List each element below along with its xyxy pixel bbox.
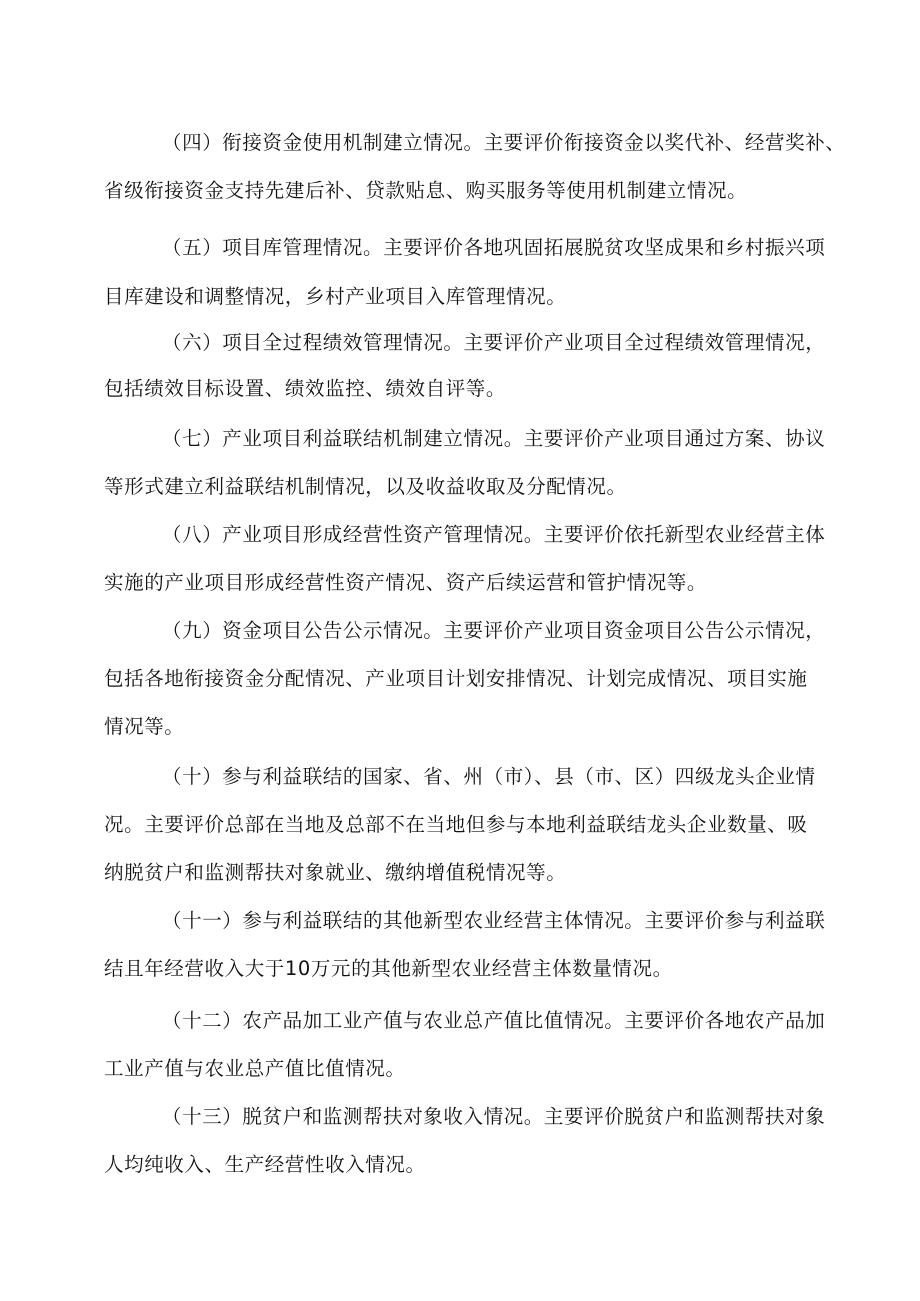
paragraph-13-line-1: （十三）脱贫户和监测帮扶对象收入情况。主要评价脱贫户和监测帮扶对象 xyxy=(162,1105,826,1128)
paragraph-10-line-1: （十）参与利益联结的国家、省、州（市）、县（市、区）四级龙头企业情 xyxy=(162,765,816,788)
paragraph-7-line-1: （七）产业项目利益联结机制建立情况。主要评价产业项目通过方案、协议 xyxy=(162,427,826,450)
paragraph-10-line-2: 况。主要评价总部在当地及总部不在当地但参与本地利益联结龙头企业数量、吸 xyxy=(104,813,808,836)
paragraph-6-line-1: （六）项目全过程绩效管理情况。主要评价产业项目全过程绩效管理情况， xyxy=(162,331,826,354)
paragraph-12-line-1: （十二）农产品加工业产值与农业总产值比值情况。主要评价各地农产品加 xyxy=(162,1009,826,1032)
paragraph-7-line-2: 等形式建立利益联结机制情况，以及收益收取及分配情况。 xyxy=(104,475,627,498)
paragraph-4-line-1: （四）衔接资金使用机制建立情况。主要评价衔接资金以奖代补、经营奖补、 xyxy=(162,131,846,154)
paragraph-11-line-2: 结且年经营收入大于10万元的其他新型农业经营主体数量情况。 xyxy=(104,957,673,980)
paragraph-6-line-2: 包括绩效目标设置、绩效监控、绩效自评等。 xyxy=(104,377,507,400)
paragraph-11-line-1: （十一）参与利益联结的其他新型农业经营主体情况。主要评价参与利益联 xyxy=(162,909,826,932)
paragraph-9-line-3: 情况等。 xyxy=(104,715,185,738)
paragraph-12-line-2: 工业产值与农业总产值比值情况。 xyxy=(104,1057,406,1080)
paragraph-8-line-2: 实施的产业项目形成经营性资产情况、资产后续运营和管护情况等。 xyxy=(104,571,708,594)
paragraph-13-line-2: 人均纯收入、生产经营性收入情况。 xyxy=(104,1153,426,1176)
paragraph-5-line-2: 目库建设和调整情况，乡村产业项目入库管理情况。 xyxy=(104,285,567,308)
paragraph-4-line-2: 省级衔接资金支持先建后补、贷款贴息、购买服务等使用机制建立情况。 xyxy=(104,179,748,202)
paragraph-10-line-3: 纳脱贫户和监测帮扶对象就业、缴纳增值税情况等。 xyxy=(104,861,567,884)
paragraph-5-line-1: （五）项目库管理情况。主要评价各地巩固拓展脱贫攻坚成果和乡村振兴项 xyxy=(162,236,826,259)
paragraph-9-line-1: （九）资金项目公告公示情况。主要评价产业项目资金项目公告公示情况， xyxy=(162,619,826,642)
paragraph-9-line-2: 包括各地衔接资金分配情况、产业项目计划安排情况、计划完成情况、项目实施 xyxy=(104,667,808,690)
paragraph-8-line-1: （八）产业项目形成经营性资产管理情况。主要评价依托新型农业经营主体 xyxy=(162,523,826,546)
